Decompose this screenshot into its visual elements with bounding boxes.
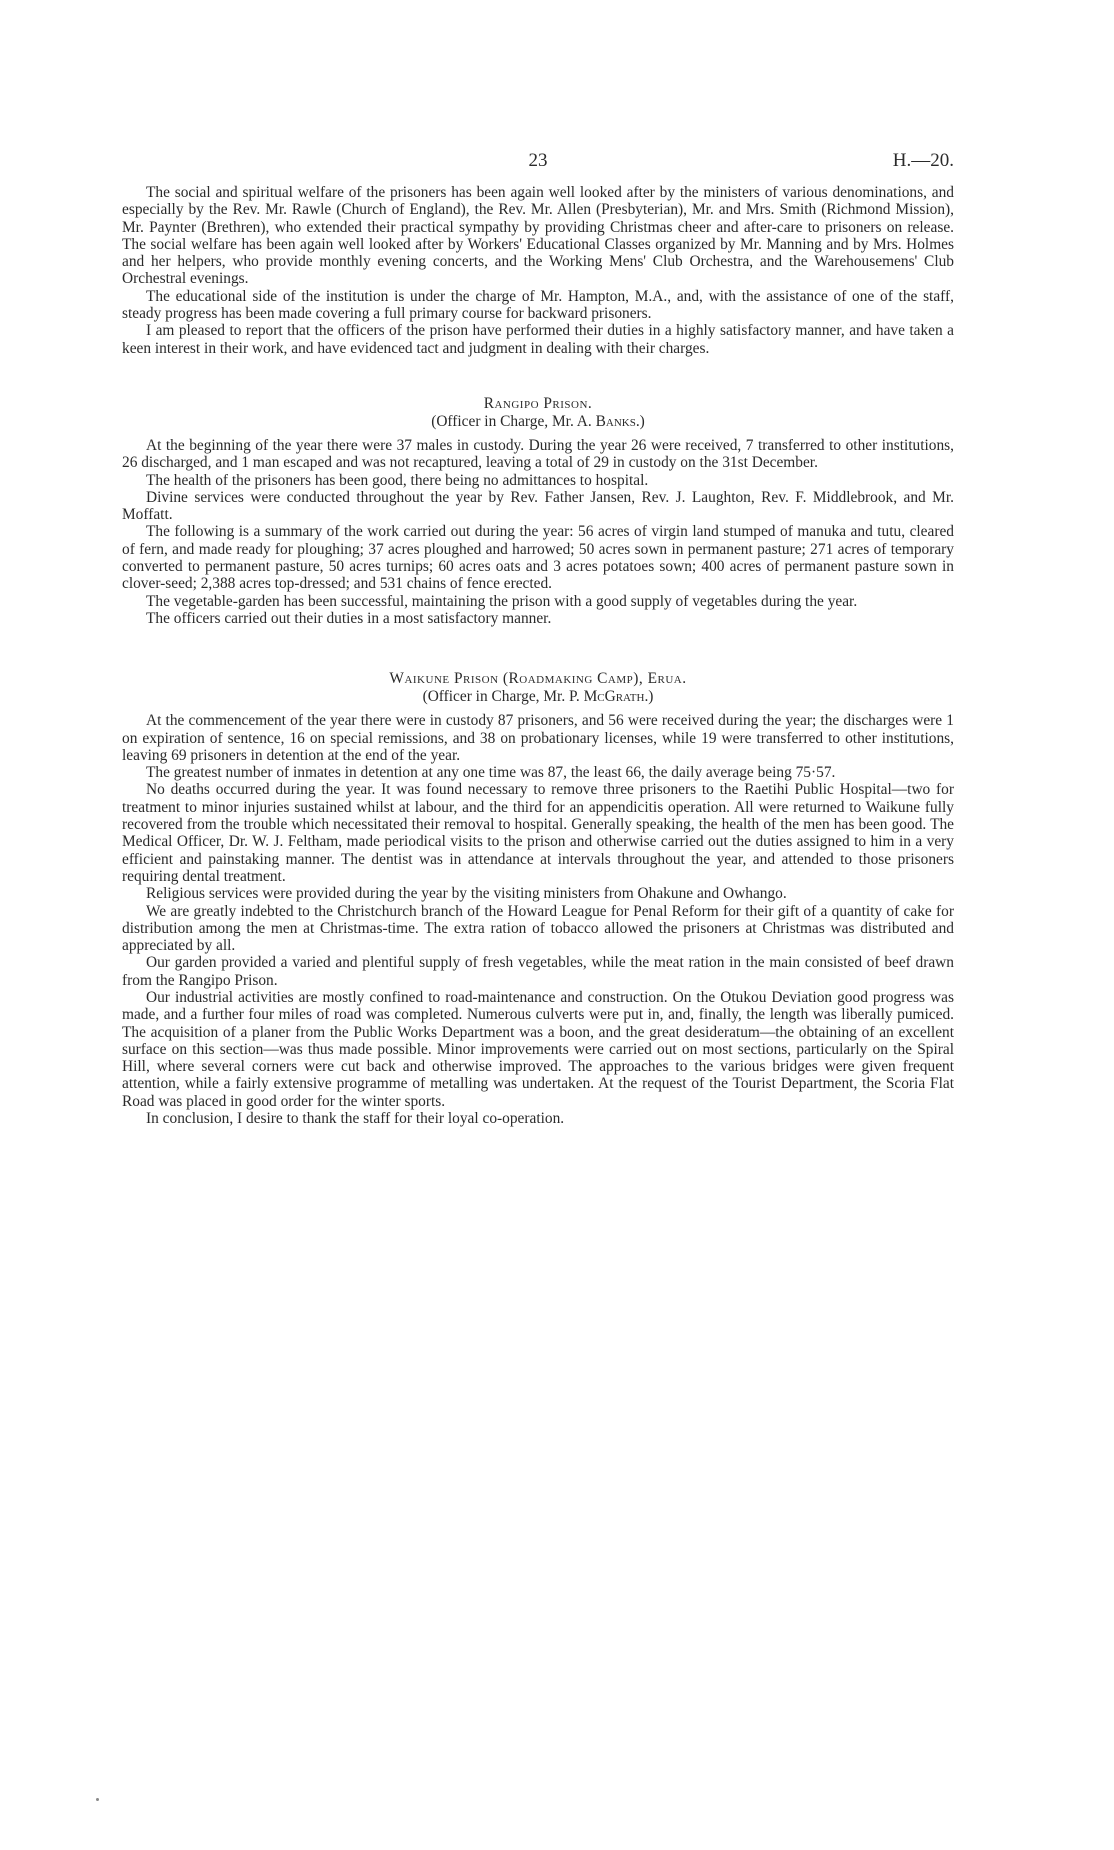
document-code: H.—20. <box>892 150 954 171</box>
officer-prefix: (Officer in Charge, Mr. A. <box>431 412 596 430</box>
paragraph: Our garden provided a varied and plentiful supply of fresh vegetables, while the meat ration in the main consisted of beef drawn from the Rangipo Prison. <box>122 954 954 989</box>
section-spacer <box>122 357 954 395</box>
officer-name: Banks <box>595 412 636 430</box>
paragraph: At the commencement of the year there were in custody 87 prisoners, and 56 were received during the year; the discharges were 1 on expiration of sentence, 16 on special remissions, and 38 on probationary licenses, while 19 were transferred to other institutions, leaving 69 prisoners in detention at the end of the year. <box>122 712 954 764</box>
paragraph: The greatest number of inmates in detention at any one time was 87, the least 66, the daily average being 75·57. <box>146 764 836 782</box>
page-number: 23 <box>528 150 548 171</box>
paragraph: The vegetable-garden has been successful, maintaining the prison with a good supply of vegetables during the year. <box>146 592 858 610</box>
paragraph: No deaths occurred during the year. It was found necessary to remove three prisoners to the Raetihi Public Hospital—two for treatment to minor injuries sustained whilst at labour, and the third for an appendicitis operation. All were returned to Waikune fully recovered from the trouble which necessitated their removal to hospital. Generally speaking, the health of the men has been good. The Medical Officer, Dr. W. J. Feltham, made periodical visits to the prison and otherwise carried out the duties assigned to him in a very efficient and painstaking manner. The dentist was in attendance at intervals throughout the year, and attended to those prisoners requiring dental treatment. <box>122 781 954 885</box>
paragraph: At the beginning of the year there were 37 males in custody. During the year 26 were received, 7 transferred to other institutions, 26 discharged, and 1 man escaped and was not recaptured, leaving a total of 29 in custody on the 31st December. <box>122 436 954 472</box>
officer-in-charge <box>122 413 954 431</box>
running-header <box>122 150 954 184</box>
paragraph: Our industrial activities are mostly confined to road-maintenance and construction. On the Otukou Deviation good progress was made, and a further four miles of road was completed. Numerous culverts were put in, and, finally, the length was liberally pumiced. The acquisition of a planer from the Public Works Department was a boon, and the great desideratum—the obtaining of an excellent surface on this section—was thus made possible. Minor improvements were carried out on most sections, particularly on the Spiral Hill, where several corners were cut back and otherwise improved. The approaches to the various bridges were given frequent attention, while a fairly extensive programme of metalling was undertaken. At the request of the Tourist Department, the Scoria Flat Road was placed in good order for the winter sports. <box>122 988 954 1110</box>
document-page <box>122 150 954 1127</box>
waikune-section <box>122 670 954 1127</box>
officer-suffix: .) <box>644 688 654 706</box>
section-spacer <box>122 627 954 670</box>
officer-in-charge <box>122 688 954 706</box>
paragraph: We are greatly indebted to the Christchurch branch of the Howard League for Penal Reform for their gift of a quantity of cake for distribution among the men at Christmas-time. The extra ration of tobacco allowed the prisoners at Christmas was distributed and appreciated by all. <box>122 902 954 955</box>
scan-speck <box>96 1798 99 1801</box>
paragraph: The educational side of the institution is under the charge of Mr. Hampton, M.A., and, with the assistance of one of the staff, steady progress has been made covering a full primary course for backward prisoners. <box>122 287 954 323</box>
paragraph: In conclusion, I desire to thank the staff for their loyal co-operation. <box>146 1110 565 1128</box>
intro-section <box>122 184 954 357</box>
paragraph: The social and spiritual welfare of the prisoners has been again well looked after by the ministers of various denominations, and especially by the Rev. Mr. Rawle (Church of England), the Rev. Mr. Allen (Presbyterian), Mr. and Mrs. Smith (Richmond Mission), Mr. Paynter (Brethren), who extended their practical sympathy by providing Christmas cheer and after-care to prisoners on release. The social welfare has been again well looked after by Workers' Educational Classes organized by Mr. Manning and by Mrs. Holmes and her helpers, who provide monthly evening concerts, and the Working Mens' Club Orchestra, and the Warehousemens' Club Orchestral evenings. <box>122 184 954 288</box>
officer-prefix: (Officer in Charge, Mr. P. <box>422 688 584 706</box>
rangipo-section <box>122 395 954 627</box>
paragraph: Religious services were provided during the year by the visiting ministers from Ohakune and Owhango. <box>146 885 787 903</box>
paragraph: The health of the prisoners has been good, there being no admittances to hospital. <box>146 471 649 489</box>
paragraph: The following is a summary of the work carried out during the year: 56 acres of virgin land stumped of manuka and tutu, cleared of fern, and made ready for ploughing; 37 acres ploughed and harrowed; 50 acres sown in permanent pasture; 271 acres of temporary converted to permanent pasture, 50 acres turnips; 60 acres oats and 3 acres potatoes sown; 400 acres of permanent pasture sown in clover-seed; 2,388 acres top-dressed; and 531 chains of fence erected. <box>122 523 954 593</box>
paragraph: Divine services were conducted throughout the year by Rev. Father Jansen, Rev. J. Laughton, Rev. F. Middlebrook, and Mr. Moffatt. <box>122 488 954 524</box>
section-heading: Rangipo Prison. <box>483 394 593 412</box>
officer-suffix: .) <box>635 412 645 430</box>
paragraph: The officers carried out their duties in a most satisfactory manner. <box>146 609 552 627</box>
officer-name: McGrath <box>583 688 645 706</box>
paragraph: I am pleased to report that the officers of the prison have performed their duties in a highly satisfactory manner, and have taken a keen interest in their work, and have evidenced tact and judgment in dealing with their charges. <box>122 322 954 357</box>
section-heading: Waikune Prison (Roadmaking Camp), Erua. <box>389 670 687 688</box>
